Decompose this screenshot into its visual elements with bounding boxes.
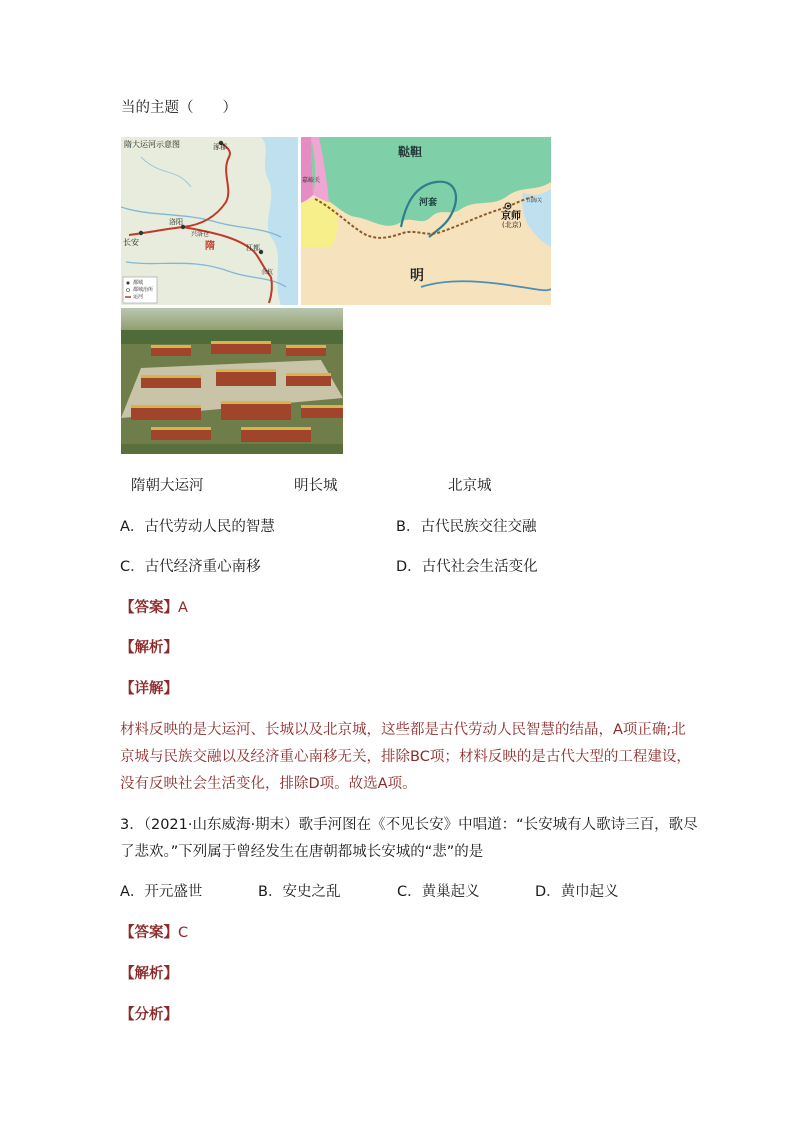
- canal-label-yuhang: 余杭: [261, 269, 274, 276]
- caption-ming-wall: 明长城: [294, 478, 338, 494]
- q2-option-c: C．古代经济重心南移: [120, 559, 261, 575]
- q3-option-d: D．黄巾起义: [535, 884, 619, 900]
- canal-map-title: 隋大运河示意图: [124, 140, 180, 149]
- q2-answer-label: 【答案】: [120, 600, 178, 616]
- q3-stem-line-1: 3．（2021·山东威海·期末）歌手河图在《不见长安》中唱道：“长安城有人歌诗三百，歌尽: [120, 817, 698, 833]
- canal-legend-capital: 都城: [133, 280, 144, 286]
- q3-fenxi-label: 【分析】: [120, 1007, 178, 1023]
- caption-beijing-city: 北京城: [448, 478, 492, 494]
- q3-stem-line-2: 了悲欢。”下列属于曾经发生在唐朝都城长安城的“悲”的是: [120, 844, 484, 860]
- q3-option-a: A．开元盛世: [120, 884, 203, 900]
- wall-label-jiayuguan: 嘉峪关: [302, 177, 321, 184]
- wall-label-beijing: (北京): [502, 221, 522, 229]
- wall-label-ming: 明: [410, 268, 424, 284]
- wall-label-hetao: 河套: [419, 198, 438, 208]
- q3-answer-line: [120, 921, 188, 942]
- canal-label-sui: 隋: [205, 241, 215, 252]
- canal-label-xingluocang: 兴洛仓: [191, 231, 210, 238]
- q3-answer-label: 【答案】: [120, 925, 178, 941]
- q3-answer-value: C: [178, 925, 189, 941]
- canal-legend-canal: 运河: [133, 294, 144, 300]
- ming-great-wall-map: [301, 137, 551, 305]
- q2-explanation-line-2: 京城与民族交融以及经济重心南移无关，排除BC项；材料反映的是古代大型的工程建设，: [120, 749, 691, 765]
- q2-option-a: A．古代劳动人民的智慧: [120, 519, 275, 535]
- question-stem-tail: 当的主题（ ）: [121, 100, 237, 116]
- q2-option-d: D．古代社会生活变化: [396, 559, 538, 575]
- q3-option-c: C．黄巢起义: [397, 884, 480, 900]
- q3-analysis-label: 【解析】: [120, 966, 178, 982]
- canal-label-jiangdu: 江都: [246, 244, 260, 252]
- q2-explanation-line-1: 材料反映的是大运河、长城以及北京城，这些都是古代劳动人民智慧的结晶，A项正确;北: [120, 722, 686, 738]
- q2-answer-line: [120, 596, 188, 617]
- canal-legend-seat: 都城治所: [133, 287, 154, 293]
- q2-answer-value: A: [178, 600, 188, 616]
- grand-canal-map: [121, 137, 298, 305]
- canal-label-luoyang: 洛阳: [169, 218, 183, 226]
- wall-label-tatar: 鞑靼: [398, 145, 423, 159]
- caption-grand-canal: 隋朝大运河: [131, 478, 204, 494]
- canal-label-changan: 长安: [123, 238, 139, 247]
- beijing-city-photo: [121, 308, 343, 454]
- q3-option-b: B．安史之乱: [258, 884, 341, 900]
- q2-option-b: B．古代民族交往交融: [396, 519, 537, 535]
- canal-label-zhuojun: 涿郡: [213, 143, 227, 151]
- q2-detail-label: 【详解】: [120, 681, 178, 697]
- wall-label-shanhaiguan: 山海关: [527, 198, 543, 204]
- wall-label-jingshi: 京师: [501, 211, 521, 222]
- q2-explanation-line-3: 没有反映社会生活变化，排除D项。故选A项。: [120, 776, 417, 792]
- q2-analysis-label: 【解析】: [120, 640, 178, 656]
